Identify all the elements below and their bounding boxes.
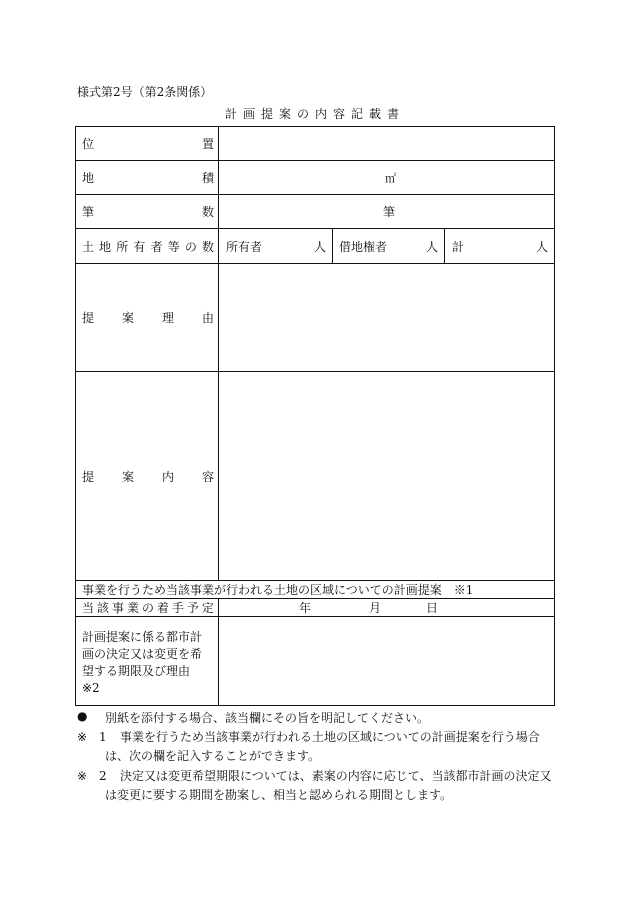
day-unit: 日 <box>426 601 439 615</box>
parcels-label: 筆 数 <box>82 205 214 219</box>
content-field[interactable] <box>219 372 554 580</box>
lessee-label: 借地権者 <box>339 239 388 254</box>
column-divider <box>332 228 333 263</box>
note-1-text: 別紙を添付する場合、該当欄にその旨を明記してください。 <box>105 711 430 725</box>
area-label: 地 積 <box>82 171 214 185</box>
note-3-line-2: は変更に要する期間を勘案し、相当と認められる期間とします。 <box>105 788 453 802</box>
owner-label: 所有者 <box>226 239 263 254</box>
owner-count-field[interactable] <box>226 229 326 263</box>
area-field[interactable] <box>219 161 554 194</box>
lessee-unit: 人 <box>425 239 438 254</box>
total-unit: 人 <box>535 239 548 254</box>
parcels-unit: 筆 <box>383 205 396 219</box>
start-schedule-field[interactable] <box>219 599 554 616</box>
note-3-mark: ※ 2 <box>77 769 107 783</box>
project-area-row: 事業を行うため当該事業が行われる土地の区域についての計画提案 ※1 <box>82 583 474 597</box>
start-schedule-label: 当 該 事 業 の 着 手 予 定 <box>82 601 214 615</box>
deadline-label: 計画提案に係る都市計 画の決定又は変更を希 望する期限及び理由 ※2 <box>82 630 203 695</box>
note-2-line-2: は、次の欄を記入することができます。 <box>105 749 321 763</box>
total-label: 計 <box>452 239 465 254</box>
location-label: 位 置 <box>82 137 214 151</box>
content-label: 提 案 内 容 <box>82 469 214 484</box>
total-count-field[interactable] <box>452 229 548 263</box>
owner-unit: 人 <box>313 239 326 254</box>
month-unit: 月 <box>369 601 382 615</box>
note-1-mark: ● <box>77 709 88 723</box>
lessee-count-field[interactable] <box>339 229 438 263</box>
location-field[interactable] <box>219 127 554 160</box>
area-unit: ㎡ <box>385 171 396 185</box>
parcels-field[interactable] <box>219 195 554 228</box>
document-title: 計画提案の内容記載書 <box>224 107 405 121</box>
deadline-field[interactable] <box>219 617 554 706</box>
note-2-mark: ※ 1 <box>77 730 107 744</box>
note-3-line-1: 決定又は変更希望期限については、素案の内容に応じて、当該都市計画の決定又 <box>120 769 552 783</box>
reason-label: 提 案 理 由 <box>82 311 214 325</box>
column-divider <box>444 228 445 263</box>
proposal-table <box>75 126 555 706</box>
owners-count-label: 土 地 所 有 者 等 の 数 <box>82 239 214 254</box>
note-2-line-1: 事業を行うため当該事業が行われる土地の区域についての計画提案を行う場合 <box>120 730 540 744</box>
reason-field[interactable] <box>219 264 554 371</box>
year-unit: 年 <box>299 601 312 615</box>
form-number: 様式第2号（第2条関係） <box>77 85 213 99</box>
